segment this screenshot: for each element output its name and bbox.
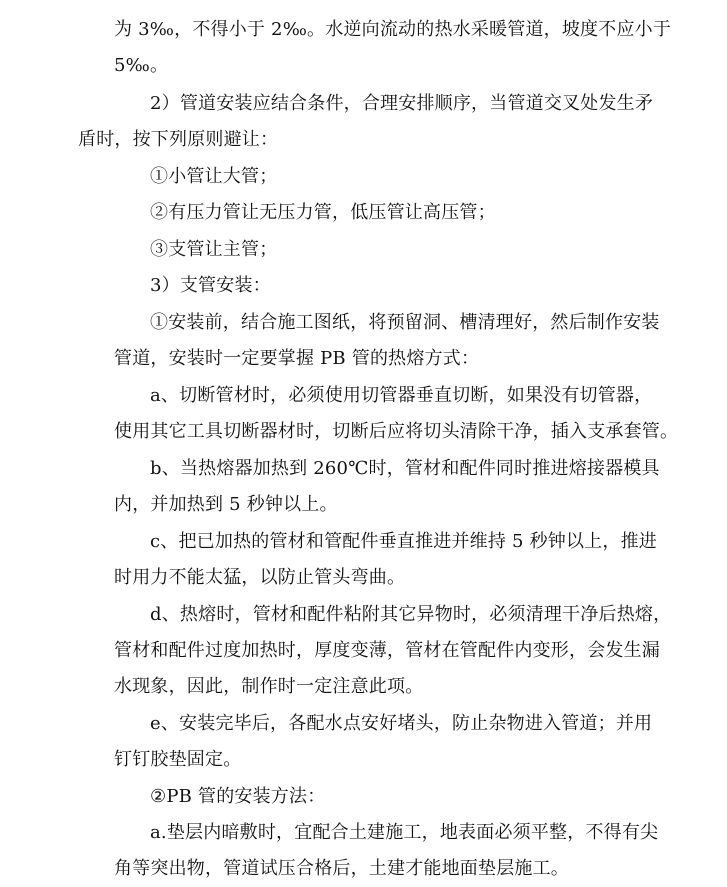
text-line: 管材和配件过度加热时，厚度变薄，管材在管配件内变形，会发生漏 bbox=[114, 640, 660, 661]
text-line: e、安装完毕后，各配水点安好堵头，防止杂物进入管道；并用 bbox=[150, 713, 653, 734]
text-line: a.垫层内暗敷时，宜配合土建施工，地表面必须平整，不得有尖 bbox=[150, 822, 659, 843]
paragraph-branch-pipe-heading bbox=[114, 268, 694, 304]
paragraph-pb-installation-heading bbox=[114, 779, 694, 815]
text-line: d、热熔时，管材和配件粘附其它异物时，必须清理干净后热熔， bbox=[150, 604, 672, 625]
text-line: 3）支管安装： bbox=[150, 275, 271, 296]
text-line: 角等突出物，管道试压合格后，土建才能地面垫层施工。 bbox=[114, 858, 569, 879]
paragraph-rule-3 bbox=[114, 232, 694, 268]
text-line: 内，并加热到 5 秒钟以上。 bbox=[114, 494, 338, 515]
text-line: ②有压力管让无压力管，低压管让高压管； bbox=[150, 202, 496, 223]
text-line: 钉钉胶垫固定。 bbox=[114, 749, 242, 770]
text-line: 使用其它工具切断器材时，切断后应将切头清除干净，插入支承套管。 bbox=[114, 421, 679, 442]
text-line: 管道，安装时一定要掌握 PB 管的热熔方式： bbox=[114, 348, 480, 369]
text-line: 2）管道安装应结合条件，合理安排顺序，当管道交叉处发生矛 bbox=[150, 93, 654, 114]
paragraph-before-installation bbox=[114, 305, 694, 377]
paragraph-slope-requirement bbox=[114, 12, 694, 84]
text-line: ①安装前，结合施工图纸，将预留洞、槽清理好，然后制作安装 bbox=[150, 312, 660, 333]
paragraph-step-d bbox=[114, 597, 694, 705]
text-line: 水现象，因此，制作时一定注意此项。 bbox=[114, 676, 424, 697]
text-line: ②PB 管的安装方法： bbox=[150, 786, 326, 807]
text-line: 盾时，按下列原则避让： bbox=[78, 129, 279, 150]
text-line: ③支管让主管； bbox=[150, 239, 278, 260]
text-line: a、切断管材时，必须使用切管器垂直切断，如果没有切管器， bbox=[150, 385, 653, 406]
paragraph-step-a bbox=[114, 378, 694, 450]
text-line: ①小管让大管； bbox=[150, 166, 278, 187]
paragraph-rule-1 bbox=[114, 159, 694, 195]
paragraph-rule-2 bbox=[114, 195, 694, 231]
text-line: c、把已加热的管材和管配件垂直推进并维持 5 秒钟以上，推进 bbox=[150, 531, 657, 552]
paragraph-step-e bbox=[114, 706, 694, 778]
text-line: b、当热熔器加热到 260℃时，管材和配件同时推进熔接器模具 bbox=[150, 458, 660, 479]
text-line: 时用力不能太猛，以防止管头弯曲。 bbox=[114, 567, 406, 588]
text-line: 5‰。 bbox=[114, 55, 169, 76]
paragraph-pipe-installation-order bbox=[78, 86, 694, 158]
paragraph-step-b bbox=[114, 451, 694, 523]
paragraph-concealed-laying bbox=[114, 815, 694, 887]
paragraph-step-c bbox=[114, 524, 694, 596]
text-line: 为 3‰，不得小于 2‰。水逆向流动的热水采暖管道，坡度不应小于 bbox=[114, 19, 672, 40]
